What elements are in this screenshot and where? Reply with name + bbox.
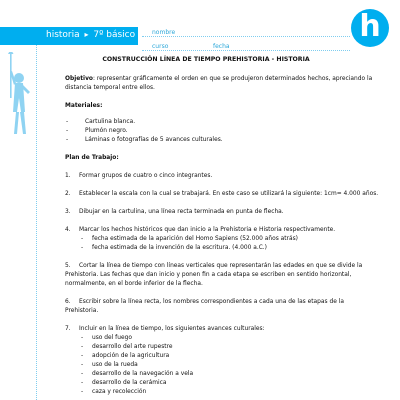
bullet-dash: - <box>66 137 69 143</box>
step-subitem: desarrollo de la cerámica <box>92 380 167 386</box>
step-number: 4. <box>65 227 71 233</box>
step-text: Incluir en la línea de tiempo, los siguientes avances culturales: <box>79 326 265 332</box>
objective-text-1: : representar gráficamente el orden en que se produjeron determinados hechos, apreciando la <box>92 76 373 82</box>
step-text: Formar grupos de cuatro o cinco integrantes. <box>79 173 213 179</box>
bullet-dash: - <box>81 389 84 395</box>
course-field-label: curso <box>152 43 169 50</box>
step-text: Cortar la línea de tiempo con líneas verticales que representarán las edades en que se divide la <box>79 263 363 269</box>
material-item: Plumón negro. <box>85 128 128 134</box>
step-text: Prehistoria. Las fechas que dan inicio y ponen fin a cada etapa se escriben en sentido horizontal, <box>65 272 352 278</box>
brand-logo: h <box>351 9 389 47</box>
bullet-dash: - <box>81 236 84 242</box>
step-subitem: desarrollo del arte rupestre <box>92 344 173 350</box>
step-number: 2. <box>65 191 71 197</box>
bullet-dash: - <box>66 119 69 125</box>
bullet-dash: - <box>81 380 84 386</box>
bullet-dash: - <box>81 371 84 377</box>
step-text: Establecer la escala con la cual se trabajará. En este caso se utilizará la siguiente: 1cm= 4.000 años. <box>79 191 379 197</box>
subject-banner <box>0 27 138 45</box>
step-subitem: desarrollo de la navegación a vela <box>92 371 194 377</box>
bullet-dash: - <box>66 128 69 134</box>
bullet-dash: - <box>81 353 84 359</box>
step-number: 6. <box>65 299 71 305</box>
course-date-line <box>142 50 350 51</box>
step-subitem: fecha estimada de la aparición del Homo Sapiens (52.000 años atrás) <box>92 236 298 242</box>
step-text: Prehistoria. <box>65 308 99 314</box>
step-text: normalmente, en el borde inferior de la flecha. <box>65 281 203 287</box>
step-subitem: fecha estimada de la invención de la escritura. (4.000 a.C.) <box>92 245 267 251</box>
bullet-dash: - <box>81 344 84 350</box>
subject-label: historia <box>46 30 80 40</box>
name-line <box>142 36 350 37</box>
bullet-dash: - <box>81 362 84 368</box>
step-subitem: adopción de la agricultura <box>92 353 170 359</box>
date-field-label: fecha <box>213 43 230 50</box>
bullet-dash: - <box>81 245 84 251</box>
document-title: CONSTRUCCIÓN LÍNEA DE TIEMPO PREHISTORIA - HISTORIA <box>102 56 310 63</box>
plan-heading: Plan de Trabajo: <box>65 155 119 161</box>
step-subitem: caza y recolección <box>92 389 147 395</box>
step-number: 7. <box>65 326 71 332</box>
name-field-label: nombre <box>152 29 176 36</box>
grade-label: 7º básico <box>93 30 136 40</box>
step-text: Marcar los hechos históricos que dan inicio a la Prehistoria e Historia respectivamente. <box>79 227 336 233</box>
step-text: Escribir sobre la línea recta, los nombres correspondientes a cada una de las etapas de la <box>79 299 344 305</box>
step-subitem: uso de la rueda <box>92 362 138 368</box>
material-item: Cartulina blanca. <box>85 119 136 125</box>
chevron-right-icon: ▸ <box>84 30 89 39</box>
step-number: 3. <box>65 209 71 215</box>
bullet-dash: - <box>81 335 84 341</box>
objective-line-1 <box>65 75 372 84</box>
objective-label: Objetivo <box>65 76 93 82</box>
material-item: Láminas o fotografías de 5 avances culturales. <box>85 137 223 143</box>
materials-heading: Materiales: <box>65 103 103 109</box>
step-subitem: uso del fuego <box>92 335 132 341</box>
step-number: 1. <box>65 173 71 179</box>
objective-line-2: distancia temporal entre ellos. <box>65 85 155 91</box>
step-text: Dibujar en la cartulina, una línea recta terminada en punta de flecha. <box>79 209 284 215</box>
step-number: 5. <box>65 263 71 269</box>
caveman-figure-icon <box>6 52 40 242</box>
